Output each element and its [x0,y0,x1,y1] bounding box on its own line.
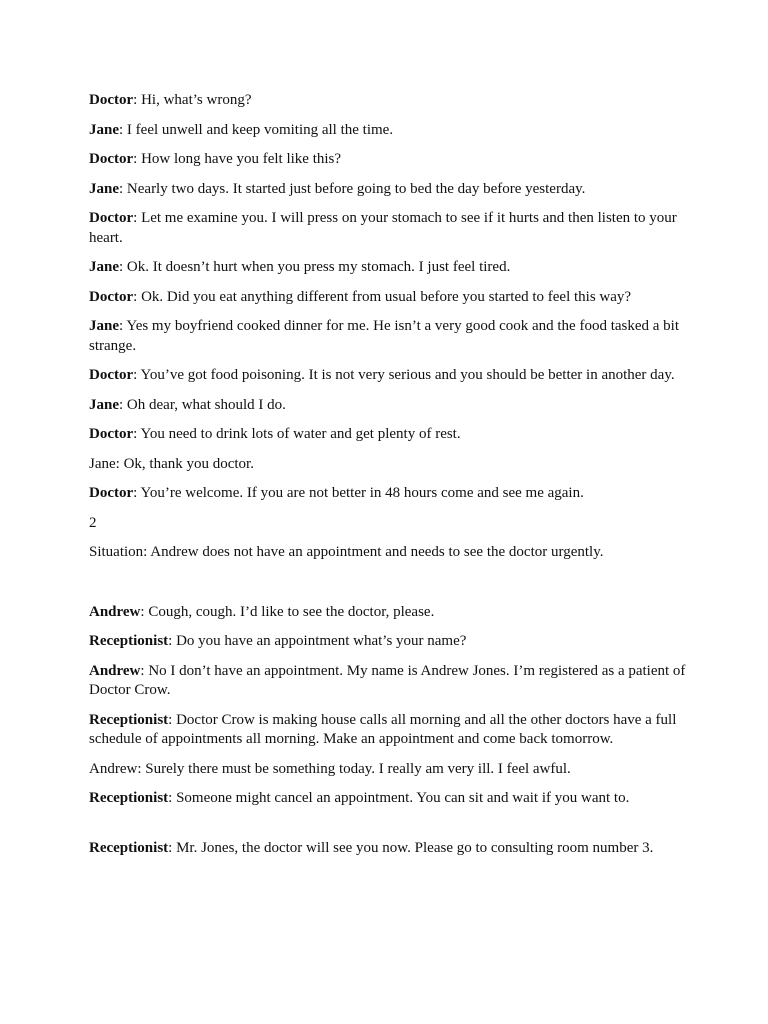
speaker-name: Jane [89,318,119,334]
situation-text: Situation: Andrew does not have an appointment and needs to see the doctor urgently. [89,544,604,560]
dialogue-text: : You’ve got food poisoning. It is not very serious and you should be better in another day. [133,367,675,383]
dialogue-line [89,396,689,416]
speaker-name: Doctor [89,151,134,167]
dialogue-text: Andrew: Surely there must be something today. I really am very ill. I feel awful. [89,760,571,777]
dialogue-text: : Ok. It doesn’t hurt when you press my stomach. I just feel tired. [119,259,511,275]
speaker-name: Receptionist [89,711,169,728]
dialogue-text: : Yes my boyfriend cooked dinner for me. He isn’t a very good cook and the food tasked a bit strange. [89,318,680,354]
speaker-name: Jane [89,180,119,197]
dialogue-line [89,484,689,504]
dialogue-text: : You’re welcome. If you are not better in 48 hours come and see me again. [133,485,584,501]
dialogue-text: : Someone might cancel an appointment. You can sit and wait if you want to. [168,790,630,806]
dialogue-text: : I feel unwell and keep vomiting all the time. [119,121,394,138]
dialogue-text: : Oh dear, what should I do. [119,396,286,413]
dialogue-line [89,711,689,750]
speaker-name: Receptionist [89,633,169,649]
dialogue-line [89,603,689,623]
dialogue-line [89,209,689,248]
dialogue-line [89,180,689,200]
dialogue-line [89,317,689,356]
speaker-name: Receptionist [89,790,169,806]
dialogue-line [89,366,689,386]
dialogue-text: : Cough, cough. I’d like to see the doctor, please. [140,603,435,620]
speaker-name: Doctor [89,485,134,501]
dialogue-text: : Hi, what’s wrong? [133,92,252,108]
dialogue-line [89,288,689,308]
dialogue-line [89,632,689,652]
dialogue-text: : You need to drink lots of water and get plenty of rest. [133,426,461,442]
dialogue-line [89,121,689,141]
speaker-name: Andrew [89,662,141,679]
dialogue-text: : Ok. Did you eat anything different from usual before you started to feel this way? [133,288,632,305]
dialogue-line [89,789,689,809]
dialogue-line [89,425,689,445]
dialogue-line [89,662,689,701]
speaker-name: Jane [89,396,119,413]
spacer [89,819,689,839]
dialogue-text: : Nearly two days. It started just before going to bed the day before yesterday. [119,180,586,197]
dialogue-text: : Mr. Jones, the doctor will see you now. Please go to consulting room number 3. [168,839,654,856]
dialogue-line [89,455,689,475]
speaker-name: Doctor [89,288,134,305]
document-body [89,91,689,868]
speaker-name: Andrew [89,603,141,620]
dialogue-text: : Let me examine you. I will press on your stomach to see if it hurts and then listen to your heart. [89,210,677,246]
dialogue-text: : How long have you felt like this? [133,151,342,167]
spacer [89,573,689,603]
section-number: 2 [89,514,97,531]
speaker-name: Receptionist [89,839,169,856]
dialogue-text: Jane: Ok, thank you doctor. [89,455,254,472]
speaker-name: Doctor [89,426,134,442]
dialogue-line [89,150,689,170]
dialogue-line [89,91,689,111]
dialogue-text: : No I don’t have an appointment. My name is Andrew Jones. I’m registered as a patient of Doctor Crow. [89,662,686,698]
speaker-name: Jane [89,259,119,275]
dialogue-line [89,760,689,780]
speaker-name: Doctor [89,92,134,108]
dialogue-text: : Do you have an appointment what’s your name? [168,633,467,649]
dialogue-text: : Doctor Crow is making house calls all morning and all the other doctors have a full schedule of appointments all morning. Make an appointment and come back tomorrow. [89,711,677,747]
speaker-name: Doctor [89,210,134,226]
speaker-name: Doctor [89,367,134,383]
dialogue-line [89,258,689,278]
dialogue-line [89,839,689,859]
speaker-name: Jane [89,121,119,138]
